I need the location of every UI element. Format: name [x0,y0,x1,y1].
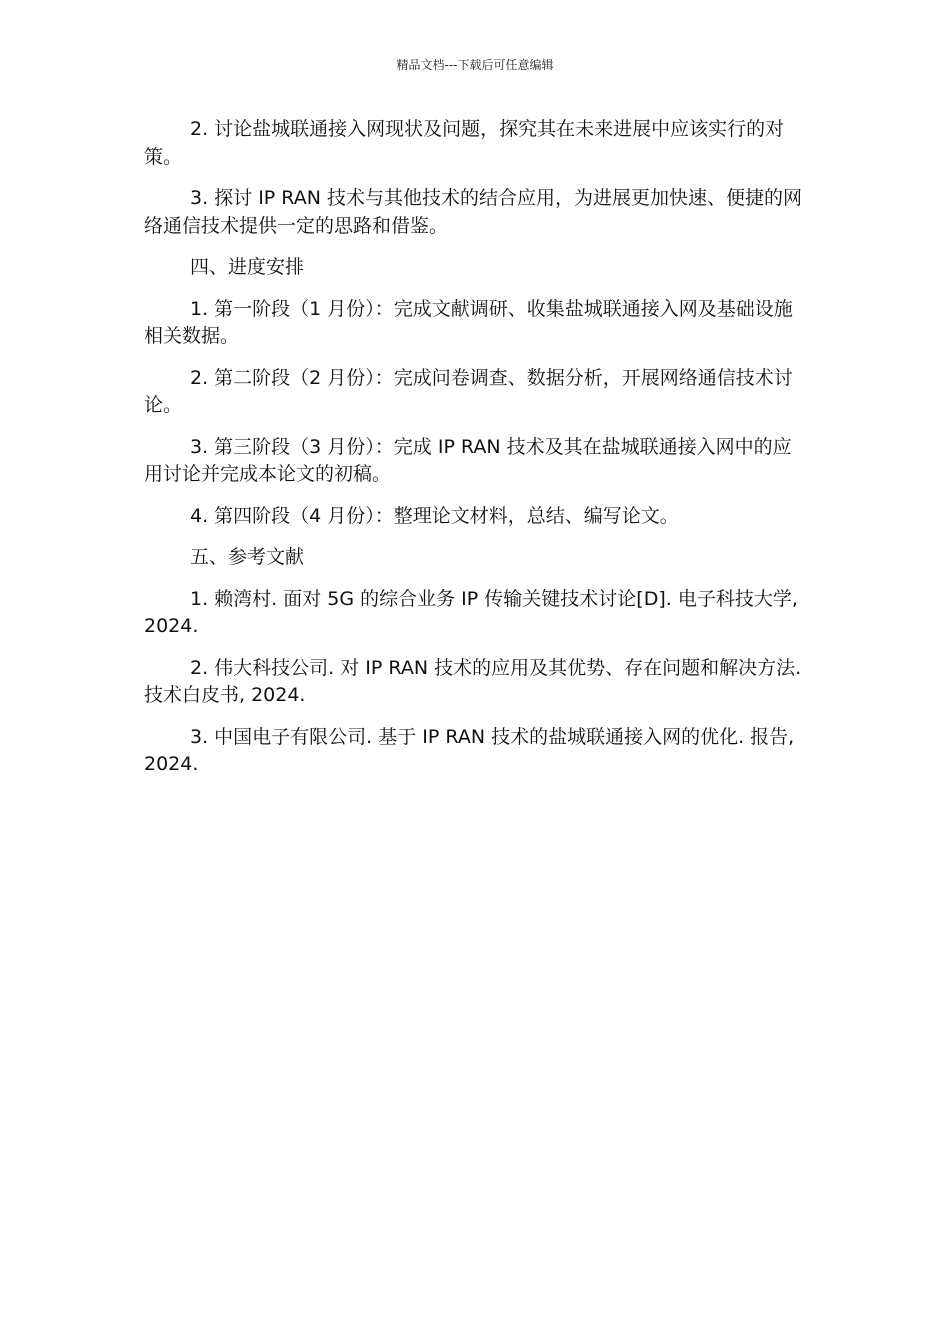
schedule-stage-1: 1. 第一阶段（1 月份）：完成文献调研、收集盐城联通接入网及基础设施相关数据。 [144,297,793,347]
page-header: 精品文档---下载后可任意编辑 [396,58,554,72]
reference-item-2: 2. 伟大科技公司. 对 IP RAN 技术的应用及其优势、存在问题和解决方法. 技术白皮书, 2024. [144,656,802,706]
document-body [144,116,808,793]
objective-item-3: 3. 探讨 IP RAN 技术与其他技术的结合应用，为进展更加快速、便捷的网络通信技术提供一定的思路和借鉴。 [144,187,802,237]
objective-item-2: 2. 讨论盐城联通接入网现状及问题，探究其在未来进展中应该实行的对策。 [144,118,785,168]
schedule-stage-3: 3. 第三阶段（3 月份）：完成 IP RAN 技术及其在盐城联通接入网中的应用讨论并完成本论文的初稿。 [144,435,792,485]
reference-item-3: 3. 中国电子有限公司. 基于 IP RAN 技术的盐城联通接入网的优化. 报告, 2024. [144,725,795,775]
schedule-stage-2: 2. 第二阶段（2 月份）：完成问卷调查、数据分析，开展网络通信技术讨论。 [144,366,793,416]
schedule-stage-4: 4. 第四阶段（4 月份）：整理论文材料，总结、编写论文。 [190,504,679,527]
section-heading-schedule: 四、进度安排 [190,256,305,278]
section-heading-references: 五、参考文献 [190,546,305,568]
reference-item-1: 1. 赖湾村. 面对 5G 的综合业务 IP 传输关键技术讨论[D]. 电子科技大学, 2024. [144,587,798,637]
